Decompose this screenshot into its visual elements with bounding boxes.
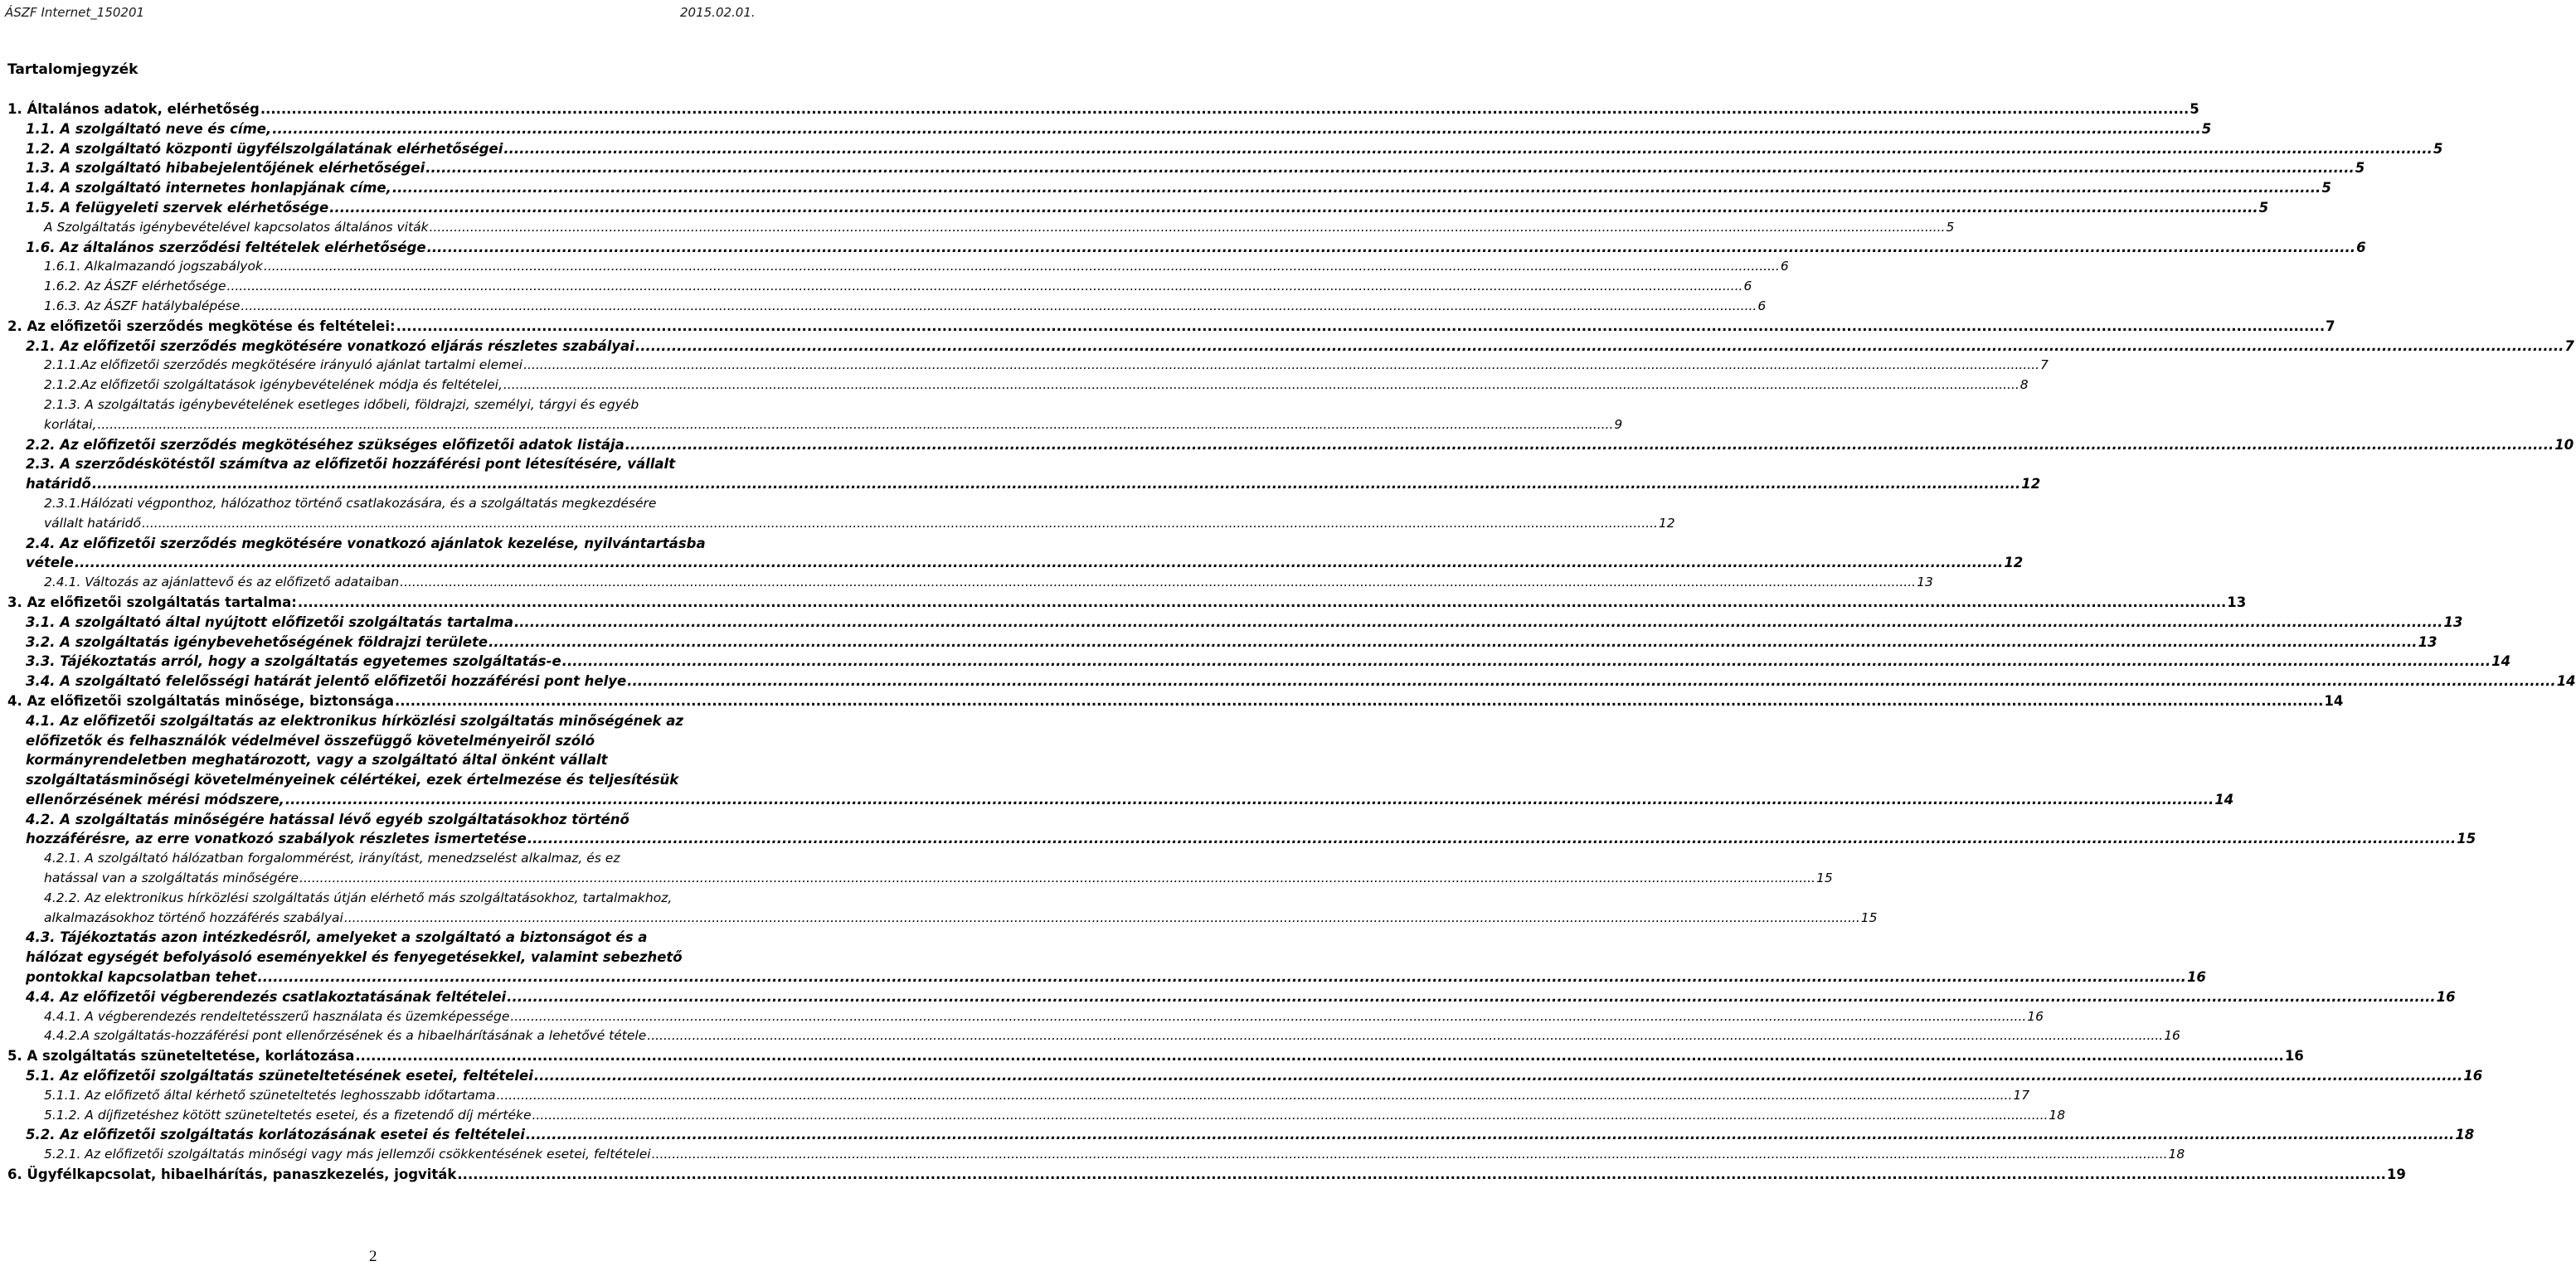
toc-entry-text[interactable]: előfizetők és felhasználók védelmével összefüggő követelményeiről szóló [26, 732, 595, 749]
toc-entry-line [0, 691, 2344, 711]
toc-entry-line [0, 337, 2574, 357]
dot-leader [285, 790, 2214, 810]
toc-entry-text[interactable]: 1.6. Az általános szerződési feltételek elérhetősége [26, 239, 426, 255]
toc-entry-text[interactable]: 1.3. A szolgáltató hibabejelentőjének elérhetőségei [26, 160, 425, 177]
dot-leader [488, 633, 2417, 652]
toc-entry-line [0, 198, 2269, 218]
toc-entry-text[interactable]: 4.4.1. A végberendezés rendeltetésszerű használata és üzemképessége [44, 1008, 510, 1024]
toc-entry-line [0, 968, 2206, 987]
dot-leader [625, 435, 2554, 455]
toc-entry-text[interactable]: 2.4.1. Változás az ajánlattevő és az előfizető adataiban [44, 575, 400, 590]
dot-leader [427, 238, 2355, 258]
toc-entry-line [0, 1165, 2406, 1185]
dot-leader [92, 474, 2020, 494]
toc-entry-text[interactable]: hálózat egységét befolyásoló eseményekkel és fenyegetésekkel, valamint sebezhető [26, 949, 683, 966]
toc-entry-text[interactable]: 3.2. A szolgáltatás igénybevehetőségének földrajzi területe [26, 633, 488, 650]
header-document-id: ÁSZF Internet_150201 [5, 5, 145, 20]
dot-leader [344, 909, 1860, 929]
toc-entry-text[interactable]: 6. Ügyfélkapcsolat, hibaelhárítás, panaszkezelés, jogviták [7, 1167, 457, 1183]
toc-entry-text[interactable]: 3.1. A szolgáltató által nyújtott előfizetői szolgáltatás tartalma [26, 614, 513, 630]
toc-entry-page[interactable]: 17 [2013, 1087, 2030, 1103]
toc-entry-line [0, 593, 2247, 613]
toc-entry-text[interactable]: 4. Az előfizetői szolgáltatás minősége, biztonsága [7, 692, 394, 709]
dot-leader [496, 1086, 2012, 1106]
dot-leader [647, 1026, 2163, 1046]
toc-entry-page[interactable]: 10 [2554, 436, 2574, 453]
dot-leader [527, 829, 2456, 849]
toc-entry-page[interactable]: 16 [2164, 1028, 2180, 1044]
toc-entry-line [0, 99, 2199, 119]
toc-entry-line [0, 909, 1878, 929]
dot-leader [355, 1046, 2283, 1066]
toc-entry-page[interactable]: 12 [1658, 515, 1675, 531]
toc-entry-line [0, 1046, 2304, 1066]
toc-entry-line [0, 435, 2574, 455]
toc-entry-line [0, 454, 796, 474]
toc-entry-page[interactable]: 7 [2326, 318, 2335, 334]
toc-entry-page[interactable]: 5 [1946, 219, 1955, 235]
toc-entry-text[interactable]: 5.2. Az előfizetői szolgáltatás korlátozásának esetei és feltételei [26, 1127, 525, 1143]
toc-entry-line [0, 731, 796, 751]
toc-entry-page[interactable]: 5 [2190, 101, 2199, 117]
toc-entry-text[interactable]: 2.1.3. A szolgáltatás igénybevételének esetleges időbeli, földrajzi, személyi, tárgyi és egyéb [44, 396, 639, 412]
toc-entry-line [0, 869, 1833, 889]
toc-entry-text[interactable]: 2.1.1.Az előfizetői szerződés megkötésére irányuló ajánlat tartalmi elemei [44, 357, 523, 373]
toc-entry-text[interactable]: alkalmazásokhoz történő hozzáférés szabályai [44, 909, 343, 925]
toc-entry-text[interactable]: szolgáltatásminőségi követelményeinek célértékei, ezek értelmezése és teljesítésük [26, 772, 679, 788]
header-date: 2015.02.01. [680, 5, 756, 20]
toc-entry-text[interactable]: 4.2.1. A szolgáltató hálózatban forgalommérést, irányítást, menedzselést alkalmaz, és ez [44, 851, 620, 866]
toc-entry-page[interactable]: 7 [2040, 357, 2049, 373]
toc-entry-text[interactable]: 1.4. A szolgáltató internetes honlapjának címe, [26, 180, 391, 196]
toc-entry-text[interactable]: 3.3. Tájékoztatás arról, hogy a szolgáltatás egyetemes szolgáltatás-e [26, 653, 561, 670]
toc-entry-page[interactable]: 5 [2433, 140, 2443, 157]
toc-entry-page[interactable]: 12 [2021, 476, 2041, 492]
dot-leader [392, 178, 2321, 198]
toc-entry-line [0, 514, 1675, 534]
toc-entry-line [0, 829, 2476, 849]
toc-entry-line [0, 257, 1789, 277]
toc-entry-line [0, 1007, 2044, 1027]
toc-entry-line [0, 474, 2041, 494]
toc-entry-text[interactable]: 4.4. Az előfizetői végberendezés csatlakoztatásának feltételei [26, 988, 507, 1005]
toc-entry-line [0, 573, 1933, 593]
toc-entry-line [0, 119, 2212, 139]
toc-entry-text[interactable]: 1.1. A szolgáltató neve és címe, [26, 120, 272, 137]
toc-entry-page[interactable]: 15 [2457, 831, 2476, 847]
toc-entry-line [0, 672, 2576, 691]
toc-entry-text[interactable]: korlátai, [44, 416, 97, 432]
toc-entry-text[interactable]: 5.1. Az előfizetői szolgáltatás szüneteltetésének esetei, feltételei [26, 1068, 533, 1084]
toc-entry-text[interactable]: 3.4. A szolgáltató felelősségi határát jelentő előfizetői hozzáférési pont helye [26, 673, 627, 690]
toc-entry-text[interactable]: 1.6.1. Alkalmazandó jogszabályok [44, 259, 263, 274]
dot-leader [400, 573, 1916, 593]
toc-entry-page[interactable]: 14 [2556, 673, 2576, 690]
dot-leader [264, 257, 1780, 277]
toc-entry-page[interactable]: 16 [2436, 988, 2456, 1005]
dot-leader [272, 119, 2200, 139]
toc-entry-text[interactable]: 2.3. A szerződéskötéstől számítva az előfizetői hozzáférési pont létesítésére, vállalt [26, 456, 676, 473]
toc-entry-line [0, 1125, 2475, 1145]
toc-entry-text[interactable]: hatással van a szolgáltatás minőségére [44, 871, 299, 886]
toc-entry-line [0, 297, 1767, 317]
toc-entry-page[interactable]: 18 [2455, 1127, 2475, 1143]
dot-leader [514, 613, 2442, 633]
toc-entry-text[interactable]: 1.6.2. Az ÁSZF elérhetősége [44, 279, 226, 294]
toc-entry-text[interactable]: 5. A szolgáltatás szüneteltetése, korlátozása [7, 1048, 355, 1065]
toc-entry-text[interactable]: 2.1. Az előfizetői szerződés megkötésére vonatkozó eljárás részletes szabályai [26, 337, 634, 354]
dot-leader [534, 1066, 2462, 1086]
dot-leader [627, 672, 2555, 691]
toc-entry-text[interactable]: 2.1.2.Az előfizetői szolgáltatások igénybevételének módja és feltételei, [44, 377, 503, 393]
toc-entry-text[interactable]: 1. Általános adatok, elérhetőség [7, 101, 260, 117]
dot-leader [510, 1007, 2026, 1027]
page-number: 2 [369, 1248, 377, 1265]
toc-entry-text[interactable]: 5.2.1. Az előfizetői szolgáltatás minőségi vagy más jellemzői csökkentésének esetei, feltételei [44, 1147, 651, 1162]
toc-entry-page[interactable]: 19 [2386, 1167, 2406, 1183]
toc-entry-text[interactable]: hozzáférésre, az erre vonatkozó szabályok részletes ismertetése [26, 831, 527, 847]
toc-entry-line [0, 218, 1955, 238]
dot-leader [430, 218, 1946, 238]
toc-entry-page[interactable]: 5 [2321, 180, 2331, 196]
dot-leader [395, 691, 2323, 711]
toc-entry-page[interactable]: 16 [2027, 1008, 2044, 1024]
toc-entry-text[interactable]: 5.1.1. Az előfizető által kérhető szüneteltetés leghosszabb időtartama [44, 1087, 496, 1103]
toc-entry-page[interactable]: 5 [2355, 160, 2365, 177]
dot-leader [507, 987, 2435, 1007]
toc-entry-page[interactable]: 7 [2564, 337, 2574, 354]
toc-entry-line [0, 1086, 2030, 1106]
dot-leader [562, 652, 2491, 672]
toc-entry-page[interactable]: 12 [2004, 555, 2024, 571]
toc-entry-text[interactable]: 1.6.3. Az ÁSZF hatálybalépése [44, 298, 241, 313]
toc-entry-text[interactable]: 3. Az előfizetői szolgáltatás tartalma: [7, 594, 297, 610]
dot-leader [396, 317, 2325, 337]
toc-entry-line [0, 376, 2029, 395]
toc-entry-line [0, 1106, 2066, 1126]
dot-leader [97, 415, 1613, 435]
toc-entry-page[interactable]: 13 [2418, 633, 2437, 650]
toc-entry-text[interactable]: 4.2. A szolgáltatás minőségére hatással lévő egyéb szolgáltatásokhoz történő [26, 811, 629, 827]
dot-leader [241, 297, 1757, 317]
toc-entry-text[interactable]: 2.2. Az előfizetői szerződés megkötéséhez szükséges előfizetői adatok listája [26, 436, 625, 453]
dot-leader [260, 99, 2189, 119]
toc-entry-text[interactable]: 2.3.1.Hálózati végponthoz, hálózathoz történő csatlakozására, és a szolgáltatás megkezdésére [44, 495, 657, 511]
toc-entry-line [0, 158, 2365, 178]
toc-entry-text[interactable]: vállalt határidő [44, 515, 141, 531]
table-of-contents [0, 99, 2576, 1185]
dot-leader [457, 1165, 2385, 1185]
toc-entry-text[interactable]: határidő [26, 476, 91, 492]
dot-leader [635, 337, 2564, 357]
toc-entry-line [0, 1026, 2180, 1046]
toc-entry-line [0, 987, 2456, 1007]
toc-entry-page[interactable]: 13 [1917, 575, 1933, 590]
toc-entry-page[interactable]: 6 [1743, 279, 1752, 294]
dot-leader [425, 158, 2354, 178]
toc-entry-page[interactable]: 16 [2284, 1048, 2304, 1065]
toc-entry-page[interactable]: 9 [1614, 416, 1623, 432]
toc-entry-line [0, 317, 2335, 337]
toc-entry-line [0, 889, 796, 909]
toc-entry-page[interactable]: 18 [2168, 1147, 2185, 1162]
toc-entry-page[interactable]: 5 [2258, 199, 2269, 216]
toc-entry-line [0, 633, 2437, 652]
toc-entry-line [0, 750, 796, 770]
toc-entry-line [0, 277, 1752, 297]
dot-leader [299, 869, 1815, 889]
toc-entry-page[interactable]: 15 [1860, 909, 1878, 925]
toc-entry-text[interactable]: 2. Az előfizetői szerződés megkötése és feltételei: [7, 318, 396, 334]
toc-entry-line [0, 810, 796, 830]
dot-leader [227, 277, 1743, 297]
dot-leader [523, 356, 2039, 376]
toc-entry-text[interactable]: 4.3. Tájékoztatás azon intézkedésről, amelyeket a szolgáltató a biztonságot és a [26, 929, 648, 946]
toc-entry-page[interactable]: 6 [2356, 239, 2366, 255]
toc-entry-page[interactable]: 5 [2201, 120, 2212, 137]
toc-entry-line [0, 849, 796, 869]
toc-entry-page[interactable]: 8 [2019, 377, 2029, 393]
toc-entry-page[interactable]: 14 [2491, 653, 2511, 670]
toc-entry-line [0, 711, 796, 731]
toc-entry-line [0, 553, 2024, 573]
dot-leader [503, 376, 2019, 395]
toc-entry-text[interactable]: kormányrendeletben meghatározott, vagy a szolgáltató által önként vállalt [26, 752, 608, 769]
toc-entry-line [0, 534, 796, 554]
toc-entry-text[interactable]: 4.4.2.A szolgáltatás-hozzáférési pont ellenőrzésének és a hibaelhárításának a lehetővé tétele [44, 1028, 647, 1044]
toc-entry-line [0, 356, 2049, 376]
toc-entry-page[interactable]: 6 [1757, 298, 1767, 313]
toc-entry-line [0, 790, 2234, 810]
toc-entry-line [0, 948, 796, 968]
toc-entry-page[interactable]: 14 [2324, 692, 2344, 709]
toc-entry-page[interactable]: 13 [2227, 594, 2247, 610]
dot-leader [75, 553, 2003, 573]
toc-entry-text[interactable]: vétele [26, 555, 74, 571]
toc-entry-line [0, 494, 796, 514]
dot-leader [526, 1125, 2454, 1145]
toc-entry-page[interactable]: 6 [1780, 259, 1789, 274]
dot-leader [503, 139, 2432, 159]
toc-entry-line [0, 238, 2366, 258]
toc-entry-line [0, 770, 796, 790]
toc-entry-page[interactable]: 14 [2214, 791, 2234, 808]
dot-leader [329, 198, 2258, 218]
toc-entry-text[interactable]: 4.1. Az előfizetői szolgáltatás az elektronikus hírközlési szolgáltatás minőségének az [26, 712, 684, 729]
toc-entry-line [0, 395, 796, 415]
toc-entry-line [0, 415, 1623, 435]
toc-entry-text[interactable]: 1.5. A felügyeleti szervek elérhetősége [26, 199, 329, 216]
toc-entry-text[interactable]: 4.2.2. Az elektronikus hírközlési szolgáltatás útján elérhető más szolgáltatásokhoz, tartalmakhoz, [44, 890, 673, 905]
toc-entry-page[interactable]: 13 [2443, 614, 2463, 630]
dot-leader [142, 514, 1658, 534]
dot-leader [532, 1106, 2049, 1126]
dot-leader [298, 593, 2226, 613]
toc-entry-page[interactable]: 15 [1815, 871, 1833, 886]
toc-entry-text[interactable]: A Szolgáltatás igénybevételével kapcsolatos általános viták [44, 219, 429, 235]
toc-entry-text[interactable]: 5.1.2. A díjfizetéshez kötött szüneteltetés esetei, és a fizetendő díj mértéke [44, 1107, 532, 1123]
toc-entry-line [0, 928, 796, 948]
toc-entry-page[interactable]: 18 [2049, 1107, 2066, 1123]
toc-entry-text[interactable]: 1.2. A szolgáltató központi ügyfélszolgálatának elérhetőségei [26, 140, 503, 157]
toc-entry-line [0, 1066, 2483, 1086]
toc-entry-line [0, 1145, 2185, 1165]
dot-leader [257, 968, 2185, 987]
toc-entry-page[interactable]: 16 [2186, 969, 2206, 986]
toc-entry-line [0, 652, 2511, 672]
toc-entry-text[interactable]: 2.4. Az előfizetői szerződés megkötésére vonatkozó ajánlatok kezelése, nyilvántartásba [26, 535, 706, 551]
toc-entry-line [0, 139, 2443, 159]
toc-entry-line [0, 613, 2463, 633]
toc-title: Tartalomjegyzék [7, 61, 139, 78]
dot-leader [652, 1145, 2168, 1165]
toc-entry-line [0, 178, 2331, 198]
toc-entry-page[interactable]: 16 [2463, 1068, 2483, 1084]
toc-entry-text[interactable]: pontokkal kapcsolatban tehet [26, 969, 257, 986]
toc-entry-text[interactable]: ellenőrzésének mérési módszere, [26, 791, 284, 808]
